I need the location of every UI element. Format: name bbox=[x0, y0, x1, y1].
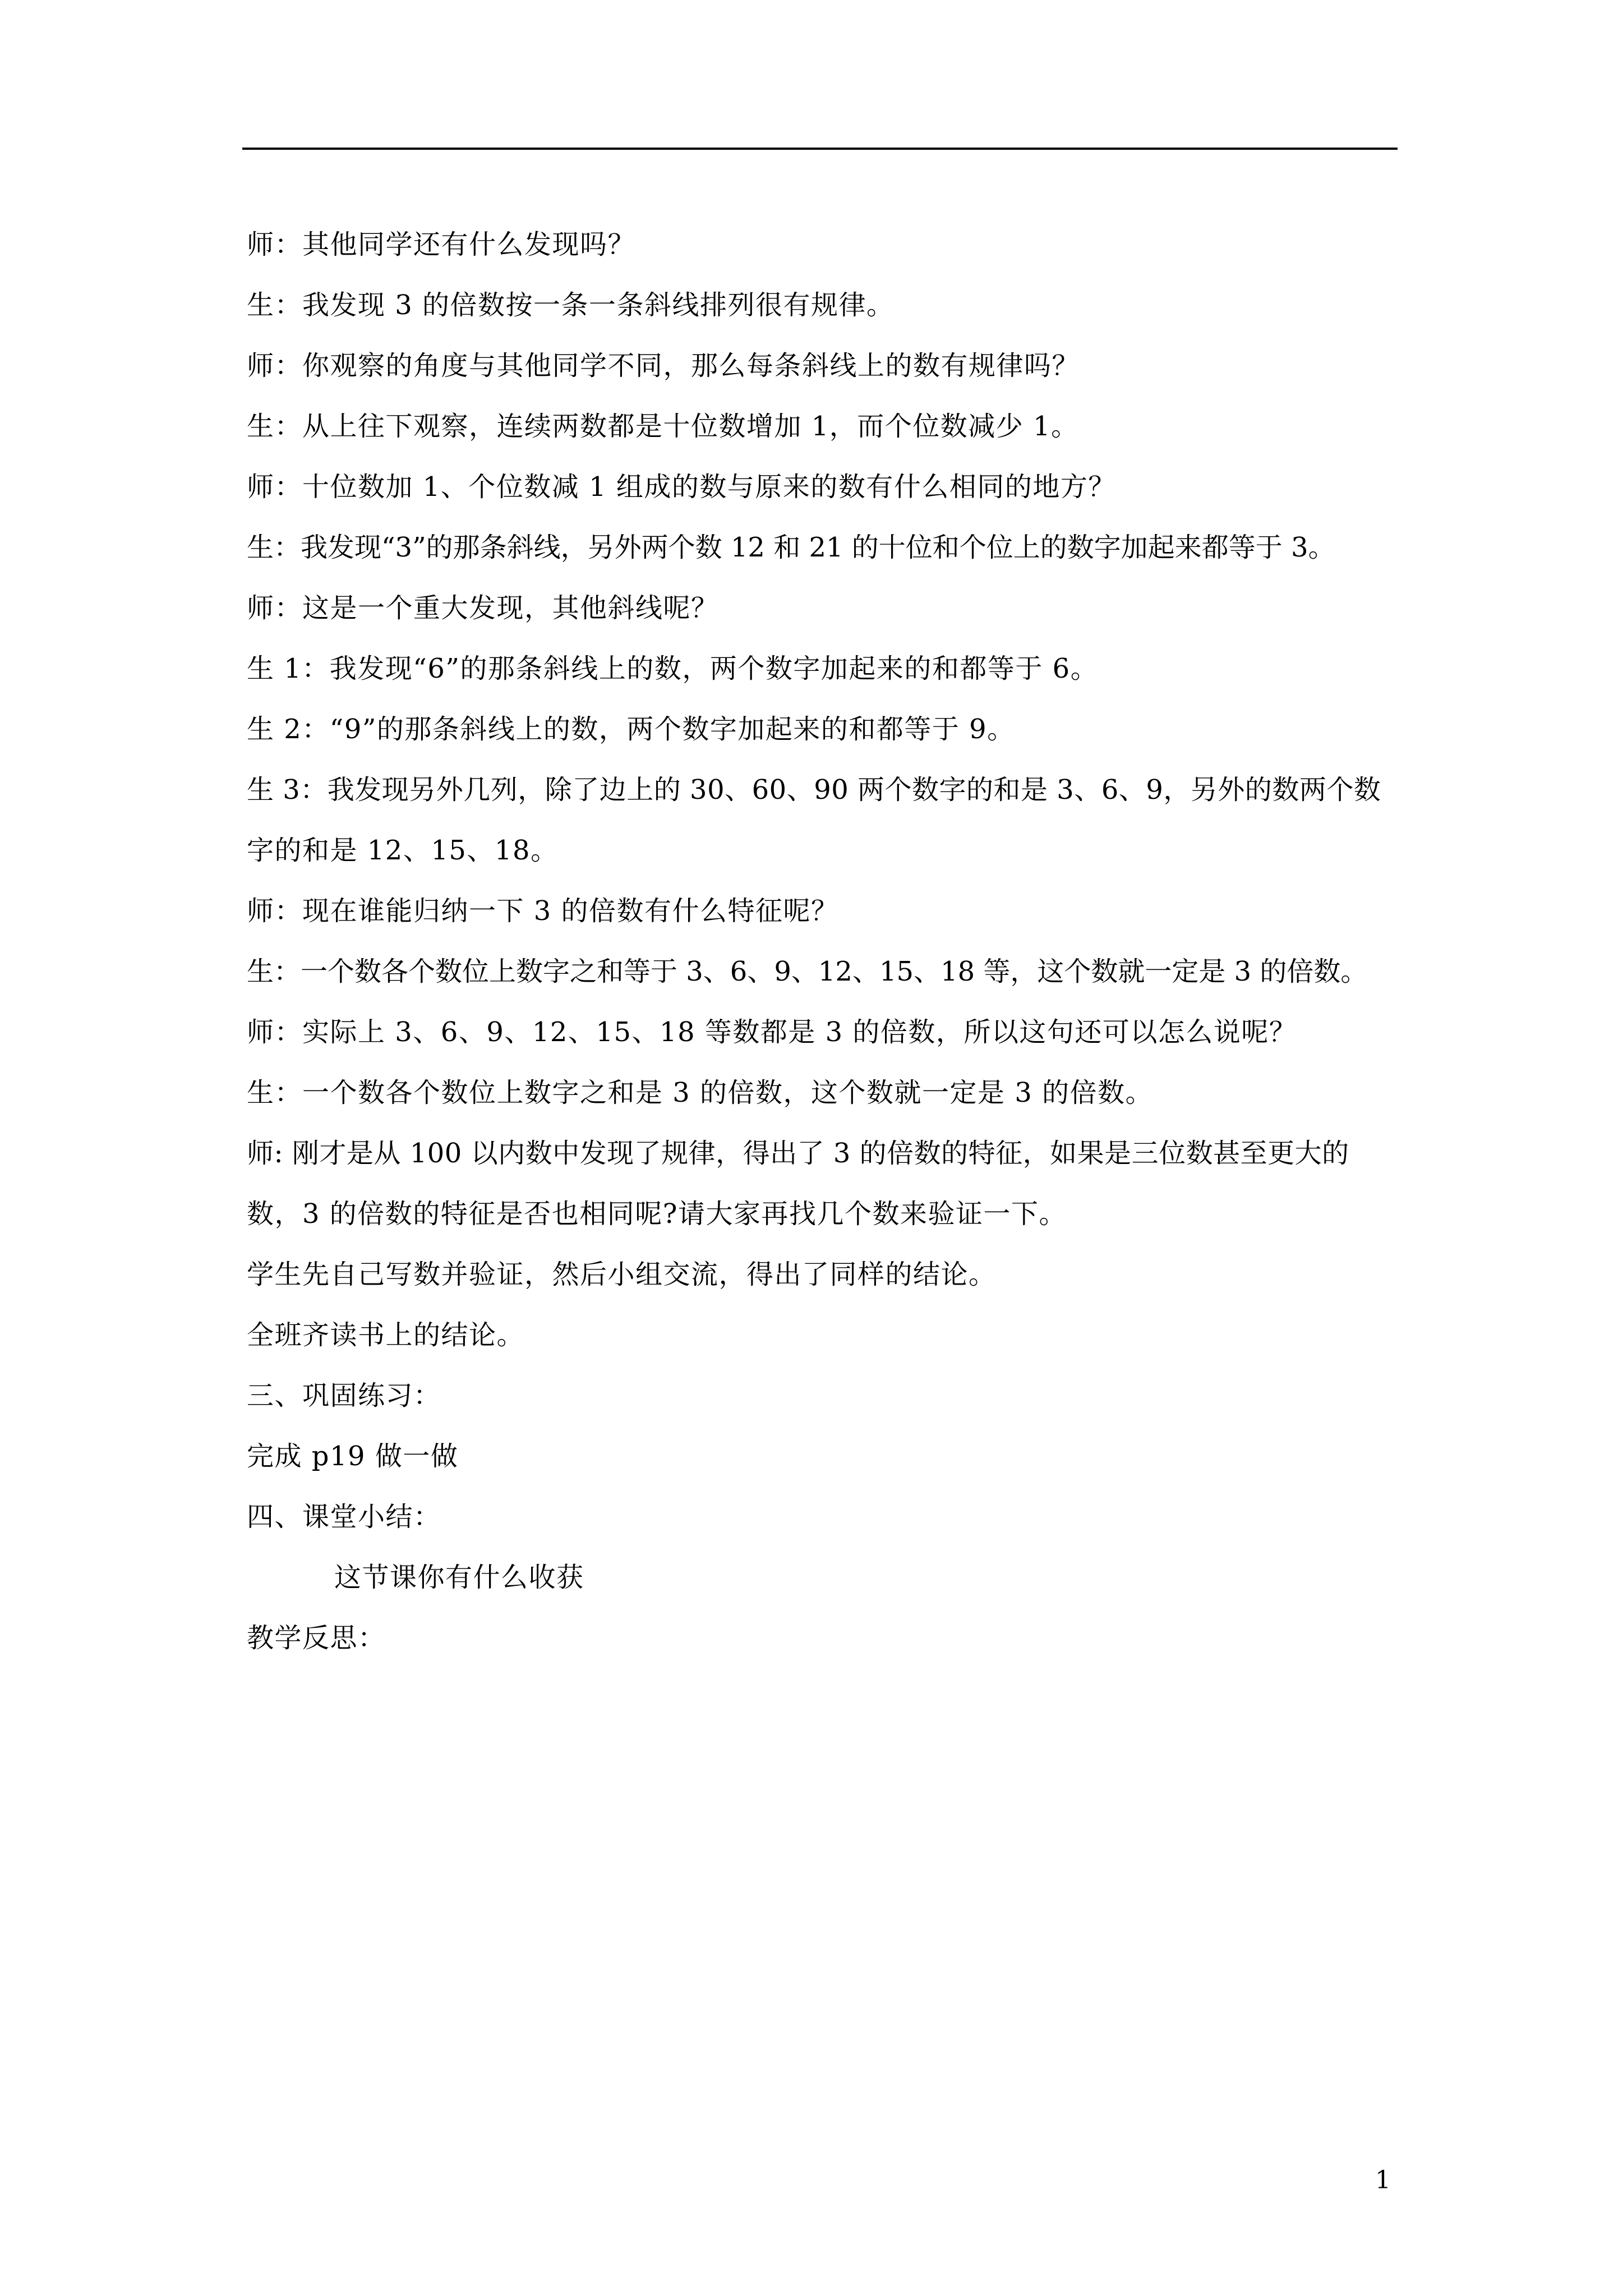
section-heading: 三、巩固练习： bbox=[247, 1380, 441, 1411]
header-rule bbox=[242, 148, 1398, 150]
paragraph-line: 生：一个数各个数位上数字之和等于 3、6、9、12、15、18 等，这个数就一定是 3 的倍数。 bbox=[247, 956, 1368, 987]
paragraph-line: 师: 刚才是从 100 以内数中发现了规律，得出了 3 的倍数的特征，如果是三位数甚至更大的 bbox=[247, 1138, 1349, 1169]
document-body bbox=[247, 214, 1399, 1668]
paragraph-line: 师：十位数加 1、个位数减 1 组成的数与原来的数有什么相同的地方？ bbox=[247, 471, 1116, 503]
paragraph-line: 师：现在谁能归纳一下 3 的倍数有什么特征呢？ bbox=[247, 895, 839, 927]
paragraph-line: 生 1：我发现“6”的那条斜线上的数，两个数字加起来的和都等于 6。 bbox=[247, 653, 1099, 684]
paragraph-line: 教学反思： bbox=[247, 1622, 386, 1654]
paragraph-line: 全班齐读书上的结论。 bbox=[247, 1319, 525, 1351]
paragraph-line: 生：从上往下观察，连续两数都是十位数增加 1，而个位数减少 1。 bbox=[247, 411, 1079, 442]
paragraph-line: 生：我发现“3”的那条斜线，另外两个数 12 和 21 的十位和个位上的数字加起来都等于 3。 bbox=[247, 532, 1335, 563]
paragraph-line: 生 3：我发现另外几列，除了边上的 30、60、90 两个数字的和是 3、6、9，另外的数两个数 bbox=[247, 774, 1381, 806]
paragraph-line: 生：一个数各个数位上数字之和是 3 的倍数，这个数就一定是 3 的倍数。 bbox=[247, 1077, 1154, 1108]
page-number: 1 bbox=[1375, 2166, 1391, 2194]
paragraph-line: 师：其他同学还有什么发现吗？ bbox=[247, 229, 636, 260]
paragraph-line: 字的和是 12、15、18。 bbox=[247, 835, 559, 866]
paragraph-line: 师：这是一个重大发现，其他斜线呢？ bbox=[247, 592, 719, 624]
paragraph-line: 生：我发现 3 的倍数按一条一条斜线排列很有规律。 bbox=[247, 289, 895, 321]
paragraph-line: 学生先自己写数并验证，然后小组交流，得出了同样的结论。 bbox=[247, 1259, 997, 1290]
paragraph-line: 完成 p19 做一做 bbox=[247, 1441, 459, 1472]
paragraph-line: 生 2：“9”的那条斜线上的数，两个数字加起来的和都等于 9。 bbox=[247, 714, 1015, 745]
paragraph-line: 数，3 的倍数的特征是否也相同呢?请大家再找几个数来验证一下。 bbox=[247, 1198, 1067, 1230]
paragraph-line: 师：实际上 3、6、9、12、15、18 等数都是 3 的倍数，所以这句还可以怎么说呢？ bbox=[247, 1016, 1297, 1048]
paragraph-line: 这节课你有什么收获 bbox=[334, 1562, 584, 1593]
section-heading: 四、课堂小结： bbox=[247, 1501, 441, 1533]
paragraph-line: 师：你观察的角度与其他同学不同，那么每条斜线上的数有规律吗？ bbox=[247, 350, 1080, 381]
